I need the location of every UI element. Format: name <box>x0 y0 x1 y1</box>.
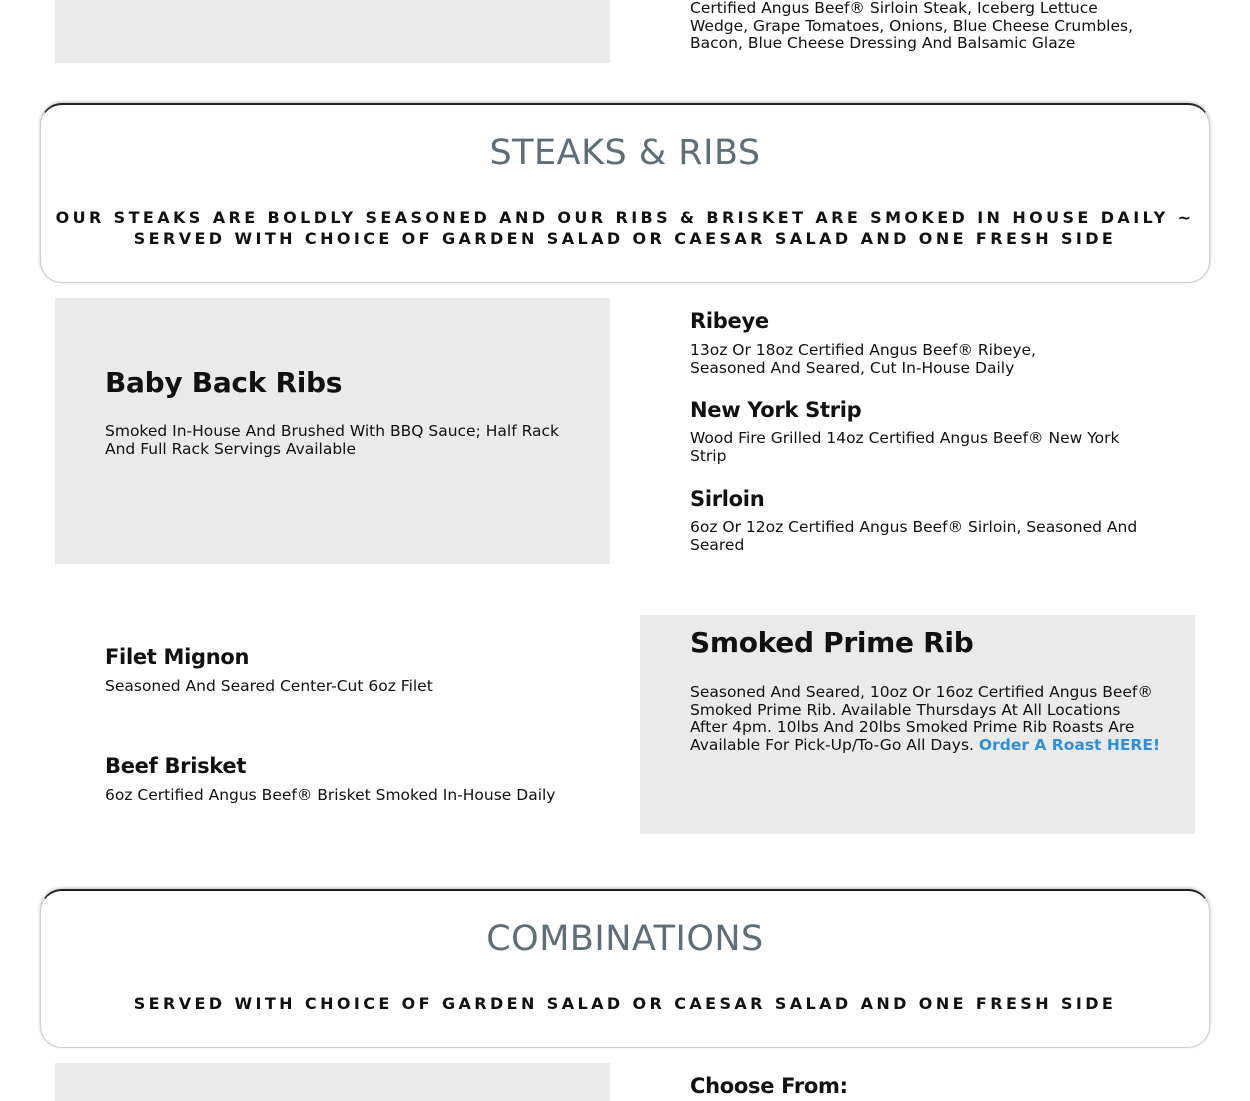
desc-line: Seasoned And Seared, Cut In-House Daily <box>690 358 1015 377</box>
desc-line: Smoked Prime Rib. Available Thursdays At All Locations <box>690 700 1121 719</box>
combinations-image-placeholder <box>55 1063 610 1101</box>
steaks-ribs-subtitle <box>41 207 1209 249</box>
desc-line: After 4pm. 10lbs And 20lbs Smoked Prime Rib Roasts Are <box>690 718 1135 736</box>
desc-line: And Full Rack Servings Available <box>105 439 357 458</box>
sirloin-title: Sirloin <box>690 487 765 511</box>
filet-mignon-title: Filet Mignon <box>105 645 250 669</box>
desc-line: Bacon, Blue Cheese Dressing And Balsamic Glaze <box>690 34 1076 52</box>
baby-back-ribs-description <box>105 423 585 458</box>
desc-line: 6oz Or 12oz Certified Angus Beef® Sirloin, Seasoned And <box>690 518 1138 536</box>
top-image-placeholder <box>55 0 610 63</box>
order-roast-link[interactable]: Order A Roast HERE! <box>978 735 1161 754</box>
desc-line: Smoked In-House And Brushed With BBQ Sauce; Half Rack <box>105 422 560 440</box>
desc-line: Wedge, Grape Tomatoes, Onions, Blue Cheese Crumbles, <box>690 16 1133 35</box>
baby-back-ribs-title: Baby Back Ribs <box>105 366 343 399</box>
ribeye-title: Ribeye <box>690 309 769 333</box>
choose-from-label: Choose From: <box>690 1074 848 1098</box>
desc-line: Seasoned And Seared, 10oz Or 16oz Certified Angus Beef® <box>690 683 1153 701</box>
subtitle-line: OUR STEAKS ARE BOLDLY SEASONED AND OUR RIBS & BRISKET ARE SMOKED IN HOUSE DAILY ~ <box>55 208 1195 227</box>
filet-mignon-description: Seasoned And Seared Center-Cut 6oz Filet <box>105 677 433 695</box>
combinations-subtitle: SERVED WITH CHOICE OF GARDEN SALAD OR CAESAR SALAD AND ONE FRESH SIDE <box>133 994 1117 1013</box>
sirloin-description <box>690 519 1160 554</box>
smoked-prime-rib-description <box>690 684 1170 754</box>
ribeye-description <box>690 342 1160 377</box>
combinations-title: COMBINATIONS <box>486 919 764 959</box>
new-york-strip-title: New York Strip <box>690 398 862 422</box>
beef-brisket-title: Beef Brisket <box>105 754 247 778</box>
desc-line: Strip <box>690 446 727 465</box>
desc-line: Seared <box>690 535 745 554</box>
combinations-header-card <box>40 889 1210 1048</box>
smoked-prime-rib-title: Smoked Prime Rib <box>690 626 974 659</box>
desc-line <box>690 737 1170 755</box>
steaks-ribs-header-card <box>40 103 1210 283</box>
desc-line: Wood Fire Grilled 14oz Certified Angus Beef® New York <box>690 429 1120 447</box>
desc-line: 13oz Or 18oz Certified Angus Beef® Ribeye, <box>690 341 1036 359</box>
salad-description <box>690 0 1160 53</box>
subtitle-line: SERVED WITH CHOICE OF GARDEN SALAD OR CAESAR SALAD AND ONE FRESH SIDE <box>133 229 1117 248</box>
desc-text: Available For Pick-Up/To-Go All Days. <box>690 735 979 754</box>
desc-line: Certified Angus Beef® Sirloin Steak, Iceberg Lettuce <box>690 0 1098 17</box>
beef-brisket-description: 6oz Certified Angus Beef® Brisket Smoked In-House Daily <box>105 786 556 804</box>
new-york-strip-description <box>690 430 1160 465</box>
steaks-ribs-title: STEAKS & RIBS <box>489 133 761 173</box>
